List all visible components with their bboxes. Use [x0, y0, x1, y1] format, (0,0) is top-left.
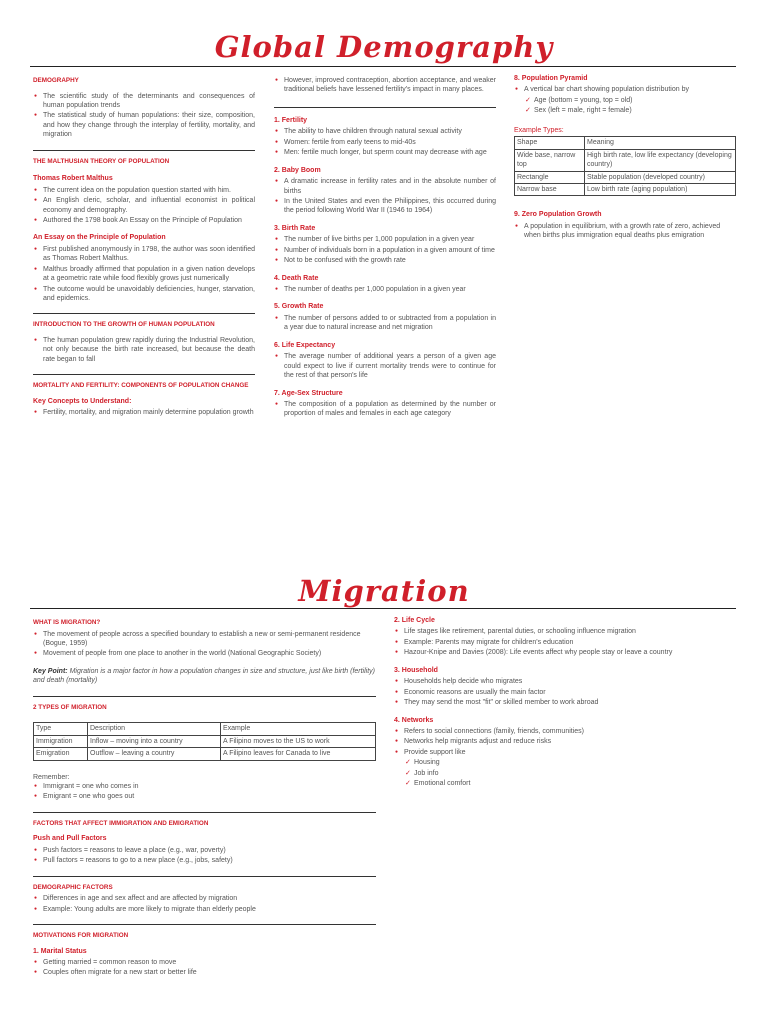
list-item: ● Immigrant = one who comes in: [33, 782, 376, 791]
divider: [33, 876, 376, 877]
push-pull-list: [33, 846, 376, 866]
subheading-push-pull: Push and Pull Factors: [33, 835, 107, 843]
subheading-household: 3. Household: [394, 666, 438, 674]
migration-right-column: [394, 616, 736, 790]
title-rule: [30, 66, 736, 67]
table-row: [34, 748, 376, 760]
subheading-marital: 1. Marital Status: [33, 947, 87, 955]
subheading-life-cycle: 2. Life Cycle: [394, 617, 435, 624]
section-heading-what-is-migration: WHAT IS MIGRATION?: [33, 619, 101, 626]
list-item: ● A vertical bar chart showing population distribution by: [514, 85, 736, 94]
pyramid-check-list: [524, 96, 736, 116]
list-item: ● An English cleric, scholar, and influential economist in political economy and demography.: [33, 196, 255, 215]
list-item: ● However, improved contraception, abortion acceptance, and weaker traditional beliefs have lessened fertility's impact in many places.: [274, 76, 496, 95]
birth-rate-list: [274, 235, 496, 265]
list-item: ● The outcome would be unavoidably deficiencies, hunger, starvation, and epidemics.: [33, 285, 255, 304]
list-item: ● Movement of people from one place to another in the world (National Geographic Society): [33, 649, 376, 658]
death-rate-list: [274, 285, 496, 294]
subheading-birth-rate: 3. Birth Rate: [274, 224, 316, 232]
section-heading-factors: FACTORS THAT AFFECT IMMIGRATION AND EMIGRATION: [33, 819, 209, 827]
table-row: [515, 149, 736, 171]
table-cell: A Filipino leaves for Canada to live: [221, 748, 376, 760]
networks-list: [394, 727, 736, 757]
divider: [33, 313, 255, 314]
table-row: [515, 183, 736, 195]
list-item: ● Couples often migrate for a new start or better life: [33, 968, 376, 977]
divider: [274, 107, 496, 108]
malthus-list: [33, 186, 255, 226]
section-heading-mortality: MORTALITY AND FERTILITY: COMPONENTS OF POPULATION CHANGE: [33, 382, 249, 390]
list-item: ● Women: fertile from early teens to mid-40s: [274, 138, 496, 147]
list-item: ✓ Emotional comfort: [404, 779, 736, 788]
list-item: ● In the United States and even the Philippines, this occurred during the period following World War II (1946 to 1964): [274, 197, 496, 216]
table-row: [34, 735, 376, 747]
subheading-age-sex: 7. Age-Sex Structure: [274, 389, 343, 397]
fertility-intro-list: [274, 76, 496, 95]
table-header-cell: Shape: [515, 137, 585, 149]
list-item: ● Networks help migrants adjust and reduce risks: [394, 737, 736, 746]
subheading-fertility: 1. Fertility: [274, 116, 308, 124]
zero-growth-list: [514, 222, 736, 241]
column-2: [274, 76, 496, 420]
table-cell: Immigration: [34, 735, 88, 747]
table-cell: Wide base, narrow top: [515, 149, 585, 171]
list-item: ● Malthus broadly affirmed that population in a given nation develops at a geometric rate while food flexibly grows just numerically: [33, 265, 255, 284]
remember-label: Remember:: [33, 773, 70, 781]
list-item: ● The scientific study of the determinants and consequences of human population trends: [33, 92, 255, 111]
life-cycle-list: [394, 627, 736, 657]
list-item: ● The ability to have children through natural sexual activity: [274, 127, 496, 136]
migration-left-column: [33, 612, 376, 979]
divider: [33, 150, 255, 151]
divider: [33, 374, 255, 375]
section-heading-types: 2 TYPES OF MIGRATION: [33, 703, 107, 711]
list-item: ● Authored the 1798 book An Essay on the Principle of Population: [33, 216, 255, 225]
table-cell: Emigration: [34, 748, 88, 760]
age-sex-list: [274, 400, 496, 419]
migration-def-list: [33, 630, 376, 659]
list-item: ● Hazour-Knipe and Davies (2008): Life events affect why people stay or leave a country: [394, 648, 736, 657]
table-cell: Outflow – leaving a country: [88, 748, 221, 760]
list-item: ● Pull factors = reasons to go to a new place (e.g., jobs, safety): [33, 856, 376, 865]
migration-title-rule: [30, 608, 736, 609]
fertility-list: [274, 127, 496, 157]
list-item: ● Provide support like: [394, 748, 736, 757]
list-item: ✓ Job info: [404, 769, 736, 778]
list-item: ● The statistical study of human populations: their size, composition, and how they change through the interplay of fertility, mortality, and migration: [33, 111, 255, 139]
list-item: ● A population in equilibrium, with a growth rate of zero, achieved when births plus immigration equal deaths plus emigration: [514, 222, 736, 241]
list-item: ● Emigrant = one who goes out: [33, 792, 376, 801]
table-cell: Stable population (developed country): [585, 171, 736, 183]
list-item: ● The composition of a population as determined by the number or proportion of males and females in each age category: [274, 400, 496, 419]
list-item: ● First published anonymously in 1798, the author was soon identified as Thomas Robert Malthus.: [33, 245, 255, 264]
list-item: ● Differences in age and sex affect and are affected by migration: [33, 894, 376, 903]
table-cell: Rectangle: [515, 171, 585, 183]
list-item: ● Not to be confused with the growth rate: [274, 256, 496, 265]
subheading-key-concepts: Key Concepts to Understand:: [33, 397, 132, 405]
list-item: ● Push factors = reasons to leave a place (e.g., war, poverty): [33, 846, 376, 855]
list-item: ● The movement of people across a specified boundary to establish a new or semi-permanent residence (Bogue, 1959): [33, 630, 376, 649]
list-item: ● Fertility, mortality, and migration mainly determine population growth: [33, 408, 255, 417]
remember-list: [33, 782, 376, 802]
example-types-label: Example Types:: [514, 126, 564, 134]
list-item: ● Example: Parents may migrate for children's education: [394, 638, 736, 647]
essay-list: [33, 245, 255, 304]
table-row: [515, 171, 736, 183]
divider: [33, 924, 376, 925]
list-item: ● They may send the most "fit" or skilled member to work abroad: [394, 698, 736, 707]
table-header-cell: Description: [88, 723, 221, 735]
subheading-life-expectancy: 6. Life Expectancy: [274, 341, 336, 349]
table-header-row: [515, 137, 736, 149]
migration-types-table: [33, 722, 376, 760]
divider: [33, 812, 376, 813]
key-point: [33, 667, 376, 686]
section-heading-motivations: MOTIVATIONS FOR MIGRATION: [33, 932, 129, 939]
mortality-list: [33, 408, 255, 417]
list-item: ● The number of persons added to or subtracted from a population in a year due to natural increase and net migration: [274, 314, 496, 333]
subheading-malthus: Thomas Robert Malthus: [33, 175, 113, 183]
table-header-cell: Type: [34, 723, 88, 735]
demographic-list: [33, 894, 376, 914]
table-header-cell: Example: [221, 723, 376, 735]
key-point-label: Key Point:: [33, 667, 68, 675]
marital-list: [33, 958, 376, 978]
subheading-pyramid: 8. Population Pyramid: [514, 75, 588, 82]
section-heading-demography: DEMOGRAPHY: [33, 77, 79, 84]
list-item: ● Getting married = common reason to move: [33, 958, 376, 967]
subheading-baby-boom: 2. Baby Boom: [274, 166, 321, 174]
key-point-text: Migration is a major factor in how a population changes in size and structure, just like birth (fertility) and death (mortality): [33, 667, 375, 685]
section-heading-intro: INTRODUCTION TO THE GROWTH OF HUMAN POPULATION: [33, 321, 215, 329]
support-check-list: [404, 758, 736, 788]
life-expectancy-list: [274, 352, 496, 380]
divider: [33, 696, 376, 697]
table-header-row: [34, 723, 376, 735]
intro-list: [33, 336, 255, 364]
list-item: ✓ Housing: [404, 758, 736, 767]
column-3: [514, 74, 736, 242]
list-item: ● The number of deaths per 1,000 population in a given year: [274, 285, 496, 294]
baby-boom-list: [274, 177, 496, 216]
list-item: ● The average number of additional years a person of a given age could expect to live if current mortality trends were to continue for the rest of that person's life: [274, 352, 496, 380]
pyramid-table: [514, 136, 736, 196]
list-item: ● The human population grew rapidly during the Industrial Revolution, not only because the birth rate increased, but because the death rate began to fall: [33, 336, 255, 364]
table-header-cell: Meaning: [585, 137, 736, 149]
list-item: ● A dramatic increase in fertility rates and in the absolute number of births: [274, 177, 496, 196]
subheading-growth-rate: 5. Growth Rate: [274, 303, 324, 311]
subheading-networks: 4. Networks: [394, 716, 434, 724]
subheading-zero-growth: 9. Zero Population Growth: [514, 211, 602, 219]
migration-title: Migration: [298, 574, 470, 608]
list-item: ✓ Age (bottom = young, top = old): [524, 96, 736, 105]
table-cell: Low birth rate (aging population): [585, 183, 736, 195]
pyramid-list: [514, 85, 736, 94]
subheading-essay: An Essay on the Principle of Population: [33, 234, 166, 242]
section-heading-malthus: THE MALTHUSIAN THEORY OF POPULATION: [33, 157, 170, 165]
page-title: Global Demography: [214, 30, 554, 64]
subheading-death-rate: 4. Death Rate: [274, 274, 319, 282]
list-item: ● Number of individuals born in a population in a given amount of time: [274, 246, 496, 255]
table-cell: Inflow – moving into a country: [88, 735, 221, 747]
list-item: ● Example: Young adults are more likely to migrate than elderly people: [33, 905, 376, 914]
list-item: ● The number of live births per 1,000 population in a given year: [274, 235, 496, 244]
list-item: ● Households help decide who migrates: [394, 677, 736, 686]
table-cell: Narrow base: [515, 183, 585, 195]
growth-rate-list: [274, 314, 496, 333]
list-item: ● Refers to social connections (family, friends, communities): [394, 727, 736, 736]
list-item: ● Life stages like retirement, parental duties, or schooling influence migration: [394, 627, 736, 636]
list-item: ● The current idea on the population question started with him.: [33, 186, 255, 195]
household-list: [394, 677, 736, 707]
section-heading-demographic: DEMOGRAPHIC FACTORS: [33, 883, 113, 891]
list-item: ✓ Sex (left = male, right = female): [524, 106, 736, 115]
list-item: ● Men: fertile much longer, but sperm count may decrease with age: [274, 148, 496, 157]
column-1: [33, 70, 255, 419]
table-cell: High birth rate, low life expectancy (developing country): [585, 149, 736, 171]
table-cell: A Filipino moves to the US to work: [221, 735, 376, 747]
list-item: ● Economic reasons are usually the main factor: [394, 688, 736, 697]
demography-list: [33, 92, 255, 140]
